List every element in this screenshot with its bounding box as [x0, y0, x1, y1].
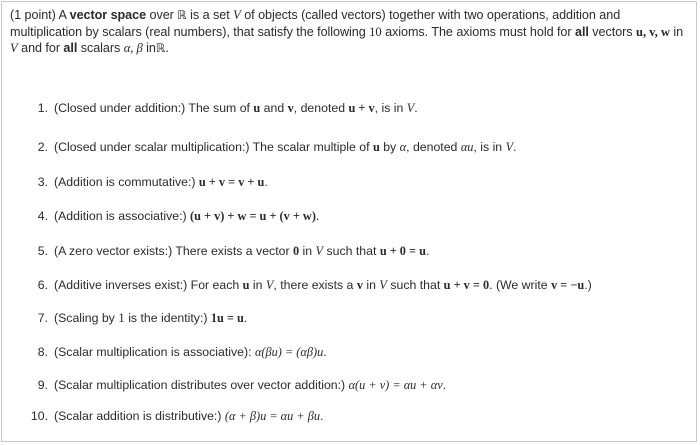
axiom-text: , there exists a: [273, 278, 354, 292]
axiom-text: .: [264, 175, 268, 189]
axiom-math: u: [372, 140, 380, 154]
axiom-text: in: [302, 244, 313, 258]
axiom-math: αu: [460, 140, 474, 154]
axiom-text: .): [584, 278, 592, 292]
all-emphasis: all: [574, 24, 589, 39]
axiom-math: u + 0 = u: [379, 244, 426, 258]
intro-text: axioms. The axioms must hold for: [385, 24, 572, 39]
axiom-math: v = −u: [551, 278, 585, 292]
axiom-item: [26, 174, 268, 190]
scalars-list: α, β: [123, 41, 143, 55]
axiom-math: u: [242, 278, 250, 292]
axiom-text: (Scalar multiplication distributes over vector addition:): [54, 378, 346, 392]
axiom-text: (Closed under scalar multiplication:) The scalar multiple of: [54, 140, 370, 154]
axiom-math: (u + v) + w = u + (v + w): [190, 209, 316, 223]
axiom-text: by: [383, 140, 397, 154]
axiom-text: (Scalar addition is distributive:): [54, 409, 222, 423]
vectors-list: u, v, w: [636, 24, 670, 39]
axiom-number: 7.: [37, 311, 48, 325]
axiom-item: [26, 277, 592, 293]
axiom-math: 0: [292, 244, 300, 258]
axiom-math: u: [253, 101, 261, 115]
axiom-text: .: [323, 345, 327, 359]
axiom-math: α: [399, 140, 407, 154]
reals-symbol: ℝ: [177, 8, 187, 22]
axiom-text: in: [252, 278, 263, 292]
axiom-text: .: [425, 244, 430, 258]
axiom-text: .: [414, 101, 418, 115]
axiom-text: .: [315, 209, 320, 223]
axiom-item: [26, 344, 327, 360]
axiom-item: [26, 208, 319, 224]
axiom-item: [26, 139, 517, 155]
axiom-number: 8.: [37, 345, 48, 359]
axiom-text: , denoted: [406, 140, 458, 154]
axiom-text: is the identity:): [128, 311, 208, 325]
axiom-math: α(βu) = (αβ)u: [254, 345, 324, 359]
axiom-math: u + v: [348, 101, 375, 115]
axiom-text: (Addition is commutative:): [54, 175, 196, 189]
intro-text: of objects (called vectors) together with two operations, addition and multiplication by scalars (real numbers), that satisfy the following: [10, 8, 621, 39]
axiom-math: V: [505, 140, 514, 154]
axiom-number: 4.: [37, 209, 48, 223]
intro-text: vectors: [592, 24, 633, 39]
intro-text: in: [146, 41, 156, 55]
axiom-text: . (We write: [489, 278, 548, 292]
intro-text: and for: [21, 41, 60, 55]
axiom-text: , denoted: [293, 101, 346, 115]
axiom-text: such that: [390, 278, 441, 292]
axiom-text: (Addition is associative:): [54, 209, 187, 223]
axiom-text: (Closed under addition:) The sum of: [54, 101, 250, 115]
intro-text: A: [58, 8, 67, 22]
reals-symbol: ℝ: [155, 41, 166, 55]
axiom-number: 9.: [37, 378, 48, 392]
axiom-number: 2.: [37, 140, 48, 154]
axiom-text: , is in: [374, 101, 404, 115]
axiom-count: 10: [369, 24, 382, 39]
axiom-text: .: [243, 311, 248, 325]
points-label: (1 point): [10, 8, 56, 22]
axiom-text: (Scaling by: [54, 311, 115, 325]
axiom-text: (Scalar multiplication is associative):: [54, 345, 252, 359]
intro-text: is a set: [190, 8, 230, 22]
set-symbol: V: [10, 41, 18, 55]
axiom-math: (α + β)u = αu + βu: [224, 409, 321, 423]
intro-text: .: [165, 41, 169, 55]
axiom-math: u + v = 0: [443, 278, 490, 292]
axiom-number: 3.: [37, 175, 48, 189]
axiom-math: 1: [118, 310, 125, 325]
problem-card: [1, 1, 697, 442]
intro-text: over: [149, 8, 174, 22]
axiom-item: [26, 243, 429, 259]
axiom-math: v: [356, 278, 363, 292]
axiom-math: v: [287, 101, 294, 115]
axiom-text: .: [513, 140, 517, 154]
axiom-math: V: [265, 278, 274, 292]
axiom-math: u + v = v + u: [198, 175, 265, 189]
axiom-number: 6.: [37, 278, 48, 292]
vector-space-term: vector space: [69, 8, 147, 22]
intro-text: scalars: [80, 41, 121, 55]
axiom-text: (A zero vector exists:) There exists a vector: [54, 244, 290, 258]
axiom-math: α(u + v) = αu + αv: [348, 378, 443, 392]
axiom-math: V: [406, 101, 415, 115]
axiom-text: (Additive inverses exist:) For each: [54, 278, 240, 292]
axiom-math: 1u = u: [210, 311, 244, 325]
axiom-text: such that: [326, 244, 377, 258]
axiom-math: V: [315, 244, 324, 258]
axiom-text: in: [366, 278, 376, 292]
axiom-math: V: [379, 278, 387, 292]
axiom-item: [26, 377, 446, 393]
axiom-text: , is in: [473, 140, 503, 154]
all-emphasis: all: [63, 41, 78, 55]
axiom-item: [26, 310, 247, 326]
problem-statement: [10, 7, 694, 57]
intro-text: in: [673, 24, 684, 39]
axiom-text: and: [263, 101, 285, 115]
axiom-number: 5.: [37, 244, 48, 258]
axiom-text: .: [442, 378, 447, 392]
axiom-text: .: [320, 409, 324, 423]
axiom-number: 10.: [30, 409, 48, 423]
axiom-item: [26, 100, 418, 116]
set-symbol: V: [233, 8, 241, 22]
axiom-item: [26, 408, 323, 424]
axiom-number: 1.: [37, 101, 48, 115]
